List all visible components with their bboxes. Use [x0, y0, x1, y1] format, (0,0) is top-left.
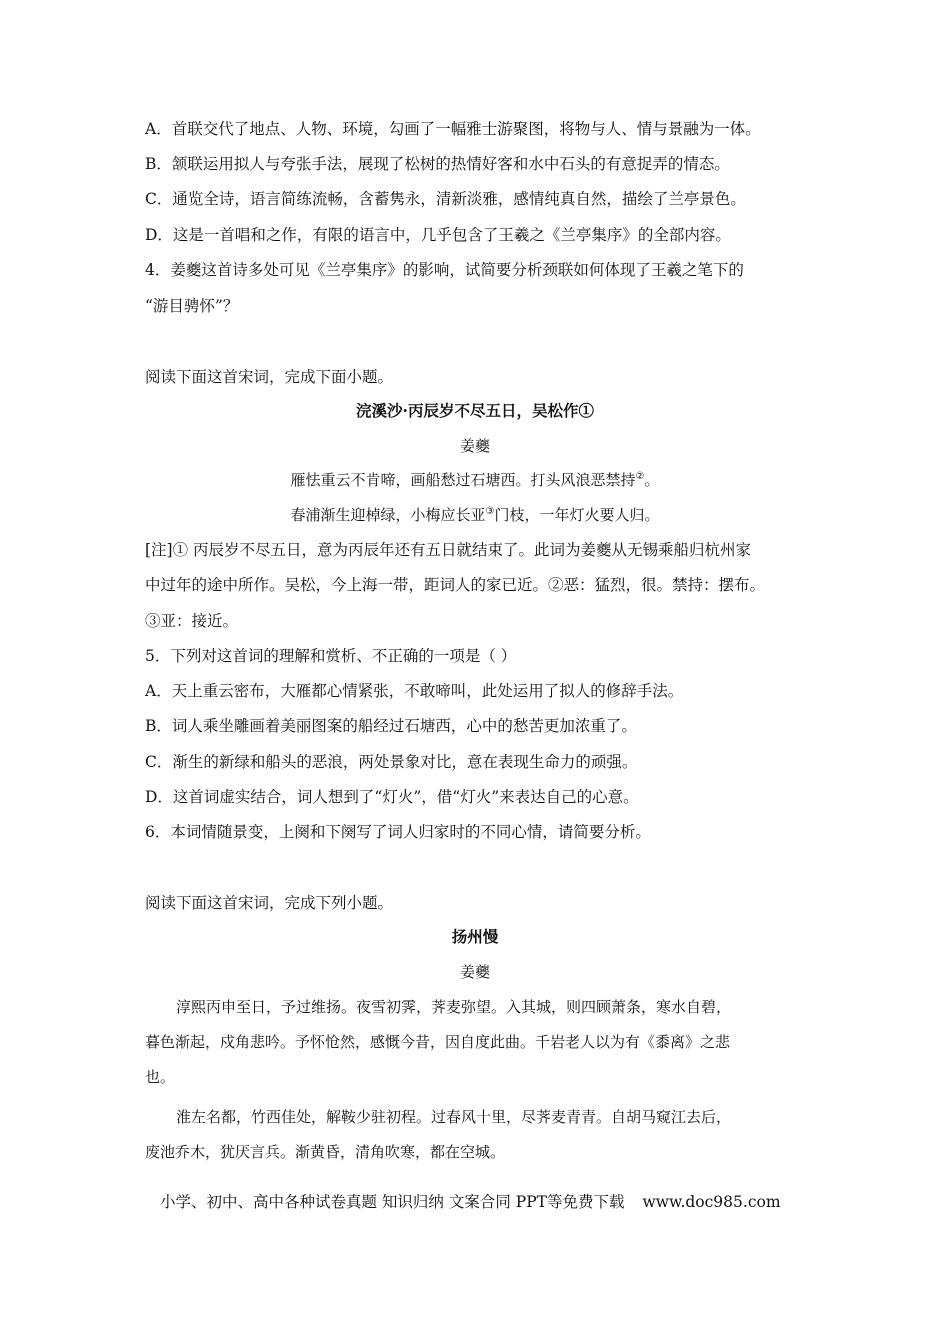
poem-line-2-text: 春浦渐生迎棹绿，小梅应长亚 [290, 506, 486, 524]
option-a: A．首联交代了地点、人物、环境，勾画了一幅雅士游聚图，将物与人、情与景融为一体。 [145, 120, 761, 138]
poem-2-title: 扬州慢 [451, 927, 499, 946]
footer-url[interactable]: www.doc985.com [642, 1193, 781, 1211]
preface-line-3: 也。 [145, 1068, 176, 1086]
note-line-1: [注]① 丙辰岁不尽五日，意为丙辰年还有五日就结束了。此词为姜夔从无锡乘船归杭州家 [145, 541, 752, 559]
page-footer [160, 1191, 781, 1213]
poem-line-1-end: 。 [644, 471, 660, 489]
q5-option-c: C．渐生的新绿和船头的恶浪，两处景象对比，意在表现生命力的顽强。 [145, 753, 638, 771]
footer-text: 小学、初中、高中各种试卷真题 知识归纳 文案合同 PPT等免费下载 [160, 1193, 625, 1211]
poem-title: 浣溪沙·丙辰岁不尽五日，吴松作① [356, 401, 594, 420]
poem-2-body-line-1: 淮左名都，竹西佳处，解鞍少驻初程。过春风十里，尽荠麦青青。自胡马窥江去后， [176, 1108, 732, 1126]
note-line-3: ③亚：接近。 [145, 612, 239, 630]
q5-option-d: D．这首词虚实结合，词人想到了“灯火”，借“灯火”来表达自己的心意。 [145, 788, 639, 806]
footnote-ref-2: ② [635, 471, 645, 482]
poem-2-author: 姜夔 [459, 963, 490, 981]
option-b: B．颔联运用拟人与夸张手法，展现了松树的热情好客和水中石头的有意捉弄的情态。 [145, 155, 730, 173]
question-6: 6．本词情随景变，上阕和下阕写了词人归家时的不同心情，请简要分析。 [145, 823, 651, 841]
poem-author: 姜夔 [459, 437, 490, 455]
section-2-intro: 阅读下面这首宋词，完成下面小题。 [145, 368, 394, 386]
section-3-intro: 阅读下面这首宋词，完成下列小题。 [145, 894, 394, 912]
preface-line-2: 暮色渐起，戍角悲吟。予怀怆然，感慨今昔，因自度此曲。千岩老人以为有《黍离》之悲 [145, 1033, 731, 1051]
preface-line-1: 淳熙丙申至日，予过维扬。夜雪初霁，荠麦弥望。入其城，则四顾萧条，寒水自碧， [176, 998, 732, 1016]
poem-line-1 [145, 469, 805, 491]
poem-2-body-line-2: 废池乔木，犹厌言兵。渐黄昏，清角吹寒，都在空城。 [145, 1143, 506, 1161]
q5-option-a: A．天上重云密布，大雁都心情紧张，不敢啼叫，此处运用了拟人的修辞手法。 [145, 682, 684, 700]
option-c: C．通览全诗，语言简练流畅，含蓄隽永，清新淡雅，感情纯真自然，描绘了兰亭景色。 [145, 190, 746, 208]
note-line-2: 中过年的途中所作。吴松，今上海一带，距词人的家已近。②恶：猛烈，很。禁持：摆布。 [145, 576, 766, 594]
option-d: D．这是一首唱和之作，有限的语言中，几乎包含了王羲之《兰亭集序》的全部内容。 [145, 226, 731, 244]
question-5: 5．下列对这首词的理解和赏析、不正确的一项是（ ） [145, 647, 517, 665]
footnote-ref-3: ③ [485, 506, 495, 517]
q5-option-b: B．词人乘坐雕画着美丽图案的船经过石塘西，心中的愁苦更加浓重了。 [145, 717, 637, 735]
question-4-line-2: “游目骋怀”？ [145, 297, 239, 315]
poem-line-1-text: 雁怯重云不肯啼，画船愁过石塘西。打头风浪恶禁持 [290, 471, 636, 489]
poem-line-2 [145, 504, 805, 526]
poem-line-2-end: 门枝，一年灯火要人归。 [494, 506, 660, 524]
question-4-line-1: 4．姜夔这首诗多处可见《兰亭集序》的影响，试简要分析颈联如何体现了王羲之笔下的 [145, 261, 744, 279]
